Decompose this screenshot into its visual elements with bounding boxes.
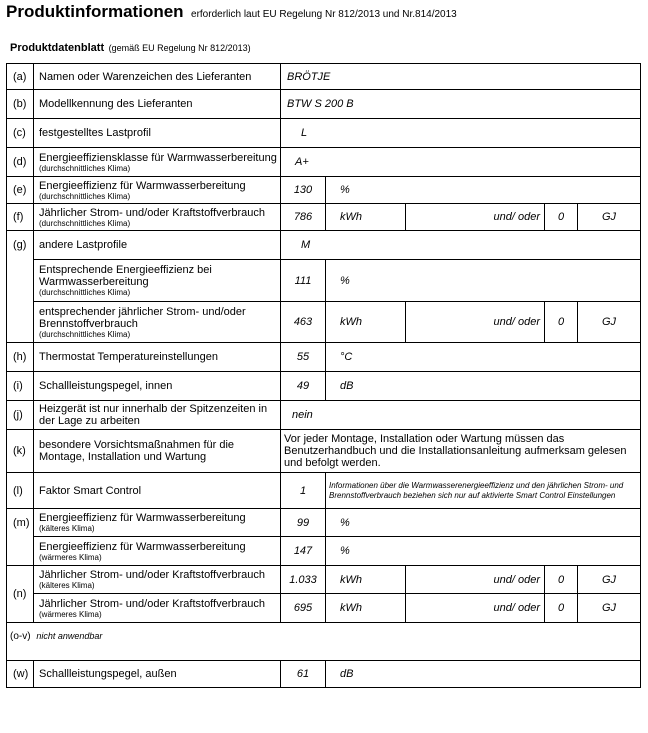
row-label: Entsprechende Energieeffizienz bei Warmwasserbereitung (durchschnittliches Klima) bbox=[34, 260, 281, 302]
row-value: 1.033 bbox=[281, 566, 326, 594]
row-letter: (h) bbox=[7, 343, 34, 372]
row-letter: (g) bbox=[7, 231, 34, 343]
row-letter: (a) bbox=[7, 64, 34, 90]
table-row bbox=[7, 119, 641, 148]
row-letter: (j) bbox=[7, 401, 34, 430]
table-row bbox=[7, 343, 641, 372]
row-letter: (f) bbox=[7, 204, 34, 231]
row-andor: und/ oder bbox=[406, 204, 545, 231]
page-title bbox=[6, 2, 457, 22]
table-row bbox=[7, 177, 641, 204]
table-row bbox=[7, 90, 641, 119]
row-andor: und/ oder bbox=[406, 594, 545, 623]
row-letter: (c) bbox=[7, 119, 34, 148]
row-label: Energieeffizienz für Warmwasserbereitung (kälteres Klima) bbox=[34, 509, 281, 537]
table-row bbox=[7, 204, 641, 231]
row-label: besondere Vorsichtsmaßnahmen für die Montage, Installation und Wartung bbox=[34, 430, 281, 473]
row-unit: % bbox=[326, 177, 641, 204]
row-label: Energieeffizienz für Warmwasserbereitung (durchschnittliches Klima) bbox=[34, 177, 281, 204]
row-value: 786 bbox=[281, 204, 326, 231]
row-label: Namen oder Warenzeichen des Lieferanten bbox=[34, 64, 281, 90]
row-value: 463 bbox=[281, 302, 326, 343]
table-row bbox=[7, 473, 641, 509]
row-unit2: GJ bbox=[578, 302, 641, 343]
title-main: Produktinformationen bbox=[6, 2, 184, 21]
row-label: andere Lastprofile bbox=[34, 231, 281, 260]
row-value: nicht anwendbar bbox=[36, 631, 103, 642]
row-letter: (l) bbox=[7, 473, 34, 509]
row-label: Schallleistungspegel, innen bbox=[34, 372, 281, 401]
table-row bbox=[7, 260, 641, 302]
row-value: 1 bbox=[281, 473, 326, 509]
row-value2: 0 bbox=[545, 302, 578, 343]
row-value: 49 bbox=[281, 372, 326, 401]
row-letter: (k) bbox=[7, 430, 34, 473]
row-unit: kWh bbox=[326, 204, 406, 231]
row-unit: dB bbox=[326, 372, 641, 401]
table-row bbox=[7, 537, 641, 566]
sheet-heading bbox=[10, 38, 251, 56]
table-row bbox=[7, 623, 641, 651]
row-unit: °C bbox=[326, 343, 641, 372]
row-value: 695 bbox=[281, 594, 326, 623]
row-letter: (b) bbox=[7, 90, 34, 119]
row-value: L bbox=[281, 119, 641, 148]
row-letter: (w) bbox=[7, 661, 34, 688]
table-row bbox=[7, 566, 641, 594]
row-unit: % bbox=[326, 537, 641, 566]
row-value: BTW S 200 B bbox=[281, 90, 641, 119]
row-letter: (n) bbox=[7, 566, 34, 623]
row-label: Modellkennung des Lieferanten bbox=[34, 90, 281, 119]
row-label: Heizgerät ist nur innerhalb der Spitzenzeiten in der Lage zu arbeiten bbox=[34, 401, 281, 430]
row-andor: und/ oder bbox=[406, 566, 545, 594]
row-value: 130 bbox=[281, 177, 326, 204]
row-letter: (d) bbox=[7, 148, 34, 177]
row-letter: (o-v) bbox=[10, 631, 31, 643]
product-data-table bbox=[6, 63, 641, 688]
row-unit: dB bbox=[326, 661, 641, 688]
row-unit2: GJ bbox=[578, 204, 641, 231]
row-unit2: GJ bbox=[578, 566, 641, 594]
row-note: Informationen über die Warmwasserenergieeffizienz und den jährlichen Strom- und Brennstoffverbrauch beziehen sich nur auf aktivierte Smart Control Einstellungen bbox=[326, 473, 641, 509]
table-row bbox=[7, 372, 641, 401]
row-value: 55 bbox=[281, 343, 326, 372]
sheet-note: (gemäß EU Regelung Nr 812/2013) bbox=[108, 43, 251, 53]
row-letter: (e) bbox=[7, 177, 34, 204]
row-value: 111 bbox=[281, 260, 326, 302]
row-value: BRÖTJE bbox=[281, 64, 641, 90]
row-unit: % bbox=[326, 509, 641, 537]
row-label: Energieeffizienz für Warmwasserbereitung (wärmeres Klima) bbox=[34, 537, 281, 566]
row-value2: 0 bbox=[545, 594, 578, 623]
row-value: M bbox=[281, 231, 641, 260]
row-andor: und/ oder bbox=[406, 302, 545, 343]
title-regulation: erforderlich laut EU Regelung Nr 812/2013 und Nr.814/2013 bbox=[191, 9, 457, 20]
row-label: Thermostat Temperatureinstellungen bbox=[34, 343, 281, 372]
row-value2: 0 bbox=[545, 566, 578, 594]
row-value: nein bbox=[281, 401, 641, 430]
row-value: 99 bbox=[281, 509, 326, 537]
row-value2: 0 bbox=[545, 204, 578, 231]
row-value: Vor jeder Montage, Installation oder Wartung müssen das Benutzerhandbuch und die Installationsanleitung aufmerksam gelesen und befolgt werden. bbox=[281, 430, 641, 473]
row-label: Faktor Smart Control bbox=[34, 473, 281, 509]
table-row bbox=[7, 401, 641, 430]
row-label: entsprechender jährlicher Strom- und/oder Brennstoffverbrauch (durchschnittliches Klima) bbox=[34, 302, 281, 343]
row-unit: kWh bbox=[326, 566, 406, 594]
table-row bbox=[7, 231, 641, 260]
row-unit: kWh bbox=[326, 594, 406, 623]
row-value: 147 bbox=[281, 537, 326, 566]
row-unit: kWh bbox=[326, 302, 406, 343]
row-not-applicable bbox=[7, 623, 641, 651]
table-row bbox=[7, 64, 641, 90]
table-row bbox=[7, 594, 641, 623]
row-unit2: GJ bbox=[578, 594, 641, 623]
table-row bbox=[7, 509, 641, 537]
row-label: Jährlicher Strom- und/oder Kraftstoffverbrauch (durchschnittliches Klima) bbox=[34, 204, 281, 231]
row-value: A+ bbox=[281, 148, 641, 177]
table-row bbox=[7, 148, 641, 177]
row-letter: (i) bbox=[7, 372, 34, 401]
row-unit: % bbox=[326, 260, 641, 302]
sheet-title: Produktdatenblatt bbox=[10, 42, 105, 54]
row-label: festgestelltes Lastprofil bbox=[34, 119, 281, 148]
row-value: 61 bbox=[281, 661, 326, 688]
table-row bbox=[7, 661, 641, 688]
row-label: Schallleistungspegel, außen bbox=[34, 661, 281, 688]
row-letter: (m) bbox=[7, 509, 34, 566]
table-spacer bbox=[7, 651, 641, 661]
row-label: Jährlicher Strom- und/oder Kraftstoffverbrauch (wärmeres Klima) bbox=[34, 594, 281, 623]
row-label: Jährlicher Strom- und/oder Kraftstoffverbrauch (kälteres Klima) bbox=[34, 566, 281, 594]
row-label: Energieeffiziensklasse für Warmwasserbereitung (durchschnittliches Klima) bbox=[34, 148, 281, 177]
table-row bbox=[7, 430, 641, 473]
table-row bbox=[7, 302, 641, 343]
